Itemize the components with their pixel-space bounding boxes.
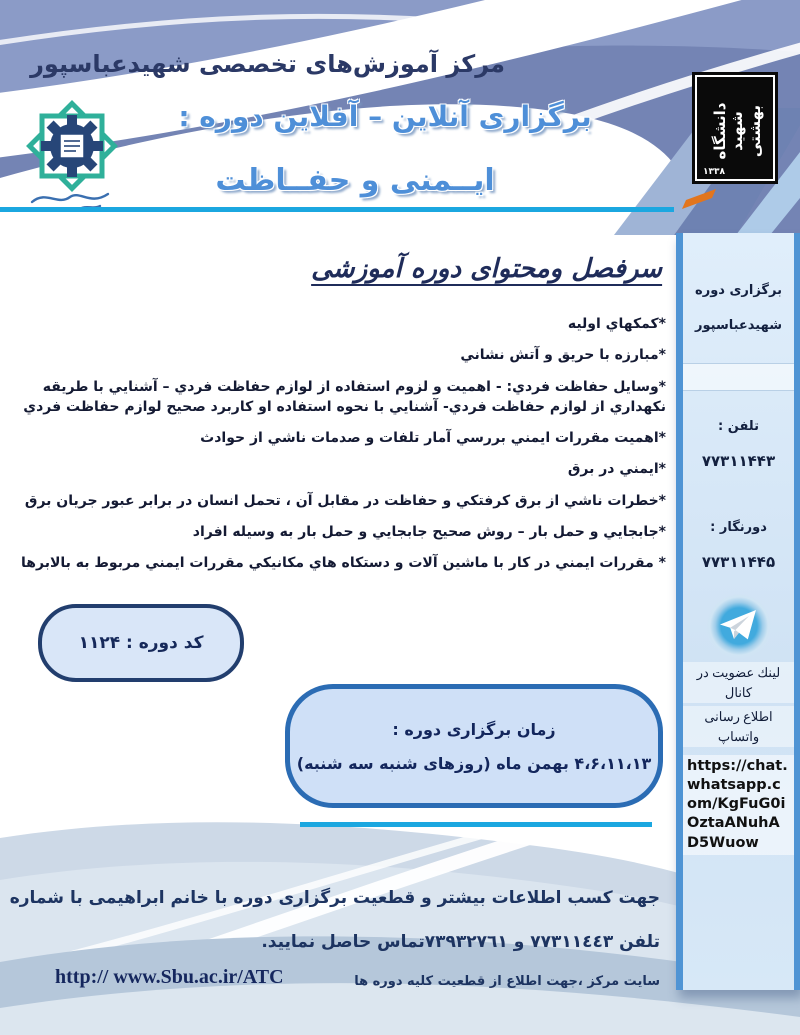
syllabus-section	[15, 240, 670, 585]
training-center-emblem-icon	[16, 92, 128, 222]
delivery-mode-line: برگزاری آنلاین – آفلاین دوره :	[178, 100, 592, 133]
syllabus-title: سرفصل ومحتوای دوره آموزشی	[311, 254, 663, 284]
schedule-dates: ۴،۶،۱۱،۱۳ بهمن ماه (روزهای شنبه سه شنبه)	[296, 753, 652, 773]
contact-sidebar	[676, 233, 800, 990]
topics-list	[15, 314, 670, 574]
schedule-badge	[285, 684, 663, 808]
sidebar-org-line2: شهیدعباسپور	[695, 318, 782, 333]
contact-info-line1: جهت کسب اطلاعات بیشتر و قطعیت برگزاری دوره با خانم ابراهیمی با شماره	[9, 888, 660, 908]
phone-label: تلفن :	[718, 419, 759, 434]
topic-item: *کمکهاي اوليه	[567, 316, 666, 332]
topic-item: *مبارزه با حريق و آتش نشاني	[460, 347, 666, 364]
university-logo-icon	[692, 72, 778, 184]
website-link[interactable]: http:// www.Sbu.ac.ir/ATC	[55, 966, 284, 988]
course-code-text: کد دوره : ۱۱۲۴	[78, 633, 204, 653]
header-divider	[0, 207, 674, 212]
topic-item: *ايمني در برق	[567, 461, 666, 478]
topic-item: *اهميت مقررات ايمني بررسي آمار تلفات و صدمات ناشي از حوادث	[200, 430, 666, 447]
topic-item: *وسايل حفاظت فردي: - اهميت و لزوم استفاده از لوازم حفاظت فردي – آشنايي با طريقه نكهداري از لوازم حفاظت فردي- آشنايي با نحوه استفاده او كاربرد صحيح لوازم حفاظت فردي	[23, 378, 666, 415]
whatsapp-link[interactable]: https://chat.whatsapp.com/KgFuG0iOztaANuhAD5Wuow	[683, 755, 794, 855]
sidebar-org-line1: برگزاری دوره	[695, 283, 782, 298]
university-logo-text: دانشگاه شهید بهشتی	[711, 102, 764, 160]
channel-caption-line1: لینك عضویت در كانال	[683, 662, 794, 703]
topic-item: * مقررات ايمني در كار با ماشين آلات و دستكاه هاي مكانيكي مقررات ايمني مربوط به بالابرها	[21, 555, 666, 572]
course-code-badge	[38, 604, 244, 682]
site-note: سایت مرکز ،جهت اطلاع از قطعیت کلیه دوره ها	[354, 974, 660, 989]
telegram-icon[interactable]	[706, 593, 772, 659]
sidebar-divider	[683, 363, 794, 391]
org-title: مرکز آموزش‌های تخصصی شهیدعباسپور	[30, 50, 505, 78]
contact-info-line2: تلفن ٧٧٣١١٤٤٣ و ٧٣٩٣٢٧٦١تماس حاصل نمایید.	[261, 932, 660, 952]
phone-number: ۷۷۳۱۱۴۴۳	[701, 452, 776, 470]
fax-label: دورنگار :	[710, 520, 767, 535]
schedule-label: زمان برگزاری دوره :	[392, 719, 556, 739]
fax-number: ۷۷۳۱۱۴۴۵	[701, 553, 776, 571]
channel-caption-line2: اطلاع رسانی واتساپ	[683, 706, 794, 747]
university-logo-year: ۱۳۳۸	[703, 167, 725, 177]
course-title: ایــمنی و حفــاظت	[215, 163, 495, 198]
schedule-divider	[300, 822, 652, 827]
topic-item: *جابجايي و حمل بار – روش صحيح جابجايي و حمل بار به وسيله افراد	[192, 524, 666, 541]
topic-item: *خطرات ناشي از برق كرفتكي و حفاظت در مقابل آن ، تحمل انسان در برابر عبور جريان برق	[24, 492, 666, 509]
